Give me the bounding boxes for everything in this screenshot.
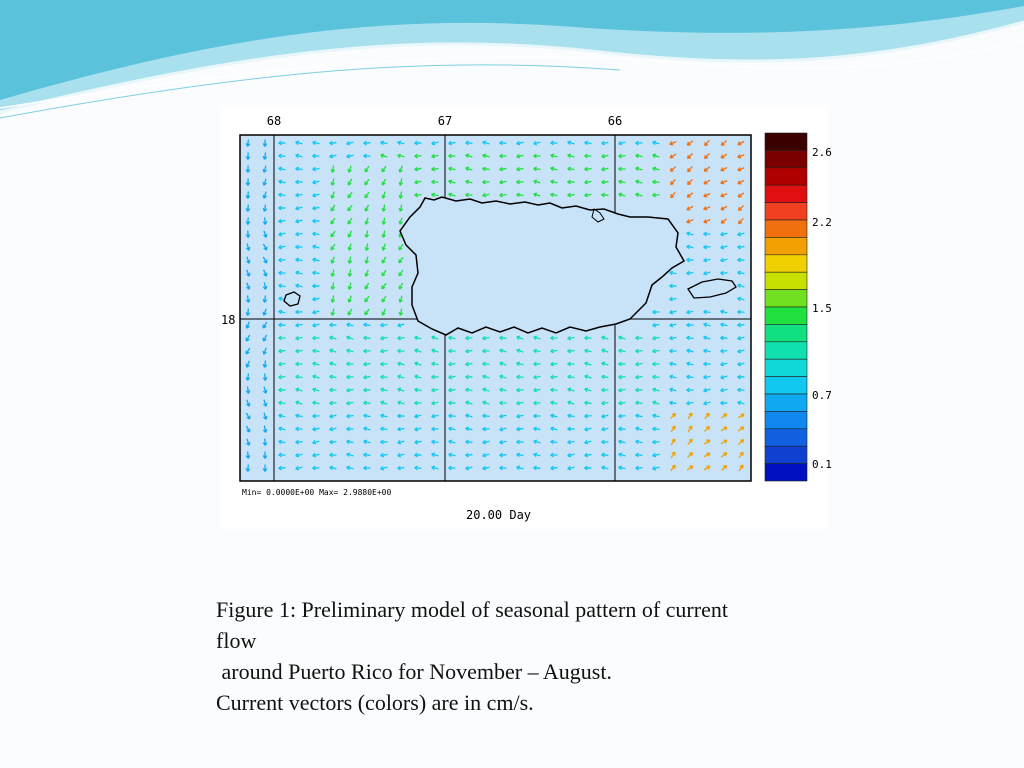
caption-line: around Puerto Rico for November – August. (216, 659, 612, 684)
colorbar-swatch (765, 168, 807, 185)
colorbar-swatch (765, 255, 807, 272)
colorbar-swatch (765, 342, 807, 359)
model-day-label: 20.00 Day (466, 508, 532, 522)
colorbar-swatch (765, 203, 807, 220)
colorbar-tick-label: 2.6 (812, 146, 832, 159)
colorbar-tick-label: 0.7 (812, 389, 832, 402)
colorbar-swatch (765, 464, 807, 481)
caption-line: Current vectors (colors) are in cm/s. (216, 690, 534, 715)
colorbar-tick-label: 2.2 (812, 216, 832, 229)
colorbar-swatch (765, 359, 807, 376)
colorbar-swatch (765, 220, 807, 237)
x-tick-label: 67 (437, 114, 453, 128)
caption-line: flow (216, 628, 257, 653)
colorbar-swatch (765, 394, 807, 411)
colorbar-swatch (765, 324, 807, 341)
colorbar-tick-label: 1.5 (812, 302, 832, 315)
colorbar-swatch (765, 272, 807, 289)
colorbar-swatch (765, 377, 807, 394)
colorbar-swatch (765, 237, 807, 254)
figure-caption (216, 594, 876, 718)
colorbar-swatch (765, 150, 807, 167)
colorbar-swatch (765, 411, 807, 428)
colorbar-tick-label: 0.1 (812, 458, 832, 471)
colorbar (765, 133, 807, 481)
min-max-stats: Min= 0.0000E+00 Max= 2.9880E+00 (242, 488, 392, 497)
caption-line: Figure 1: Preliminary model of seasonal pattern of current (216, 597, 728, 622)
current-flow-figure (220, 105, 832, 529)
colorbar-swatch (765, 429, 807, 446)
colorbar-swatch (765, 307, 807, 324)
colorbar-swatch (765, 446, 807, 463)
x-tick-label: 66 (607, 114, 623, 128)
x-tick-label: 68 (266, 114, 282, 128)
colorbar-swatch (765, 133, 807, 150)
y-tick-label: 18 (221, 313, 236, 327)
colorbar-swatch (765, 290, 807, 307)
colorbar-swatch (765, 185, 807, 202)
